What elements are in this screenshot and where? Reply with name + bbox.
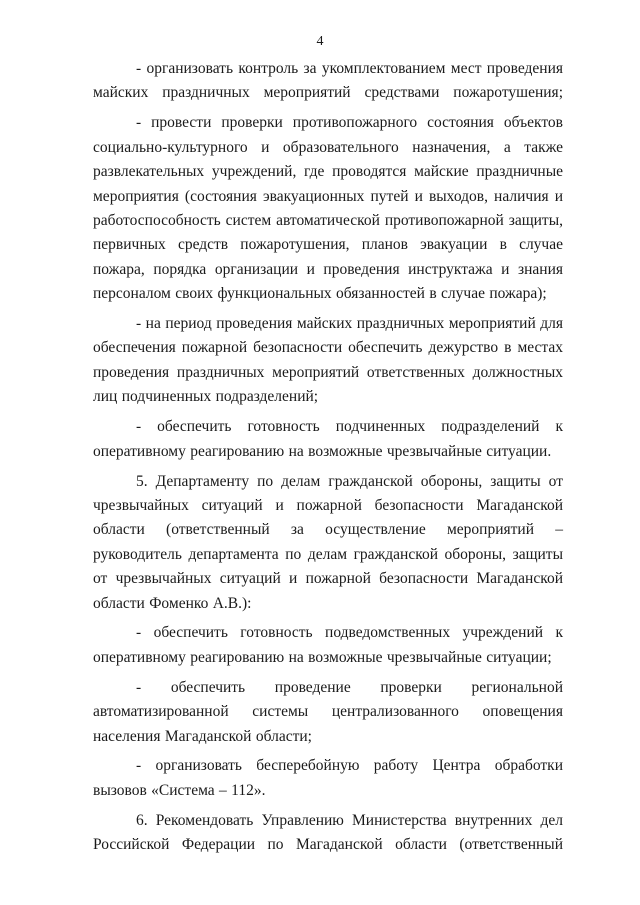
paragraph-line: - обеспечить готовность подведомственных учреждений [136, 624, 544, 642]
paragraph-p1 [93, 57, 563, 106]
paragraph-line: проведения праздничных мероприятий ответственных должностных лиц [93, 363, 563, 406]
paragraph-p4 [93, 415, 563, 464]
paragraph-p2 [93, 111, 563, 306]
paragraph-line: Магаданской области; [164, 727, 312, 745]
paragraph-line: - обеспечить проведение проверки региональной [136, 678, 563, 696]
paragraph-line: майских праздничных мероприятий средствами пожаротушения; [93, 84, 563, 102]
paragraph-p5 [93, 470, 563, 616]
paragraph-line: от чрезвычайных ситуаций и пожарной безопасности Магаданской [93, 472, 563, 514]
paragraph-p7 [93, 676, 563, 749]
paragraph-line: первичных средств пожаротушения, планов эвакуации в случае пожара, [93, 236, 563, 278]
paragraph-line: - обеспечить готовность подчиненных подразделений [136, 418, 540, 436]
paragraph-line: автоматизированной системы централизованного оповещения населения [93, 703, 563, 745]
page-number: 4 [316, 34, 324, 49]
paragraph-line: социально-культурного и образовательного назначения, а также [93, 138, 563, 156]
paragraph-line: для обеспечения пожарной безопасности обеспечить дежурство в местах [93, 315, 564, 357]
paragraph-line: порядка организации и проведения инструктажа и знания персоналом [93, 260, 564, 303]
paragraph-line: области (ответственный за осуществление мероприятий – руководитель [93, 521, 563, 563]
paragraph-line: ситуаций и пожарной безопасности Магаданской области Фоменко А.В.): [93, 570, 563, 612]
paragraph-line: департамента по делам гражданской обороны, защиты от чрезвычайных [93, 545, 563, 588]
paragraph-line: к оперативному реагированию на возможные чрезвычайные ситуации. [93, 418, 564, 460]
paragraph-line: - провести проверки противопожарного состояния объектов [136, 114, 563, 132]
paragraph-line: своих функциональных обязанностей в случае пожара); [175, 285, 547, 303]
paragraph-line: и работоспособность систем автоматической противопожарной защиты, [93, 187, 564, 229]
paragraph-line: 6. Рекомендовать Управлению Министерства внутренних [136, 811, 533, 829]
paragraph-line: 5. Департаменту по делам гражданской обороны, защиты [136, 472, 541, 490]
paragraph-p6 [93, 621, 563, 670]
paragraph-p3 [93, 312, 563, 410]
paragraph-line: дел Российской Федерации по Магаданской области (ответственный [93, 811, 564, 854]
paragraph-line: - организовать контроль за укомплектованием мест проведения [136, 60, 563, 77]
paragraph-line: «Система – 112». [151, 781, 266, 799]
paragraph-line: к оперативному реагированию на возможные чрезвычайные ситуации; [93, 624, 563, 666]
paragraph-line: - на период проведения майских праздничных мероприятий [136, 315, 536, 333]
paragraph-line: - организовать бесперебойную работу Центра обработки вызовов [93, 757, 563, 799]
document-body [93, 57, 563, 858]
paragraph-line: развлекательных учреждений, где проводятся майские праздничные [93, 163, 563, 181]
paragraph-line: мероприятия (состояния эвакуационных путей и выходов, наличия [93, 187, 549, 205]
paragraph-line: подчиненных подразделений; [121, 388, 319, 406]
paragraph-p8 [93, 754, 563, 803]
paragraph-p9 [93, 809, 563, 858]
